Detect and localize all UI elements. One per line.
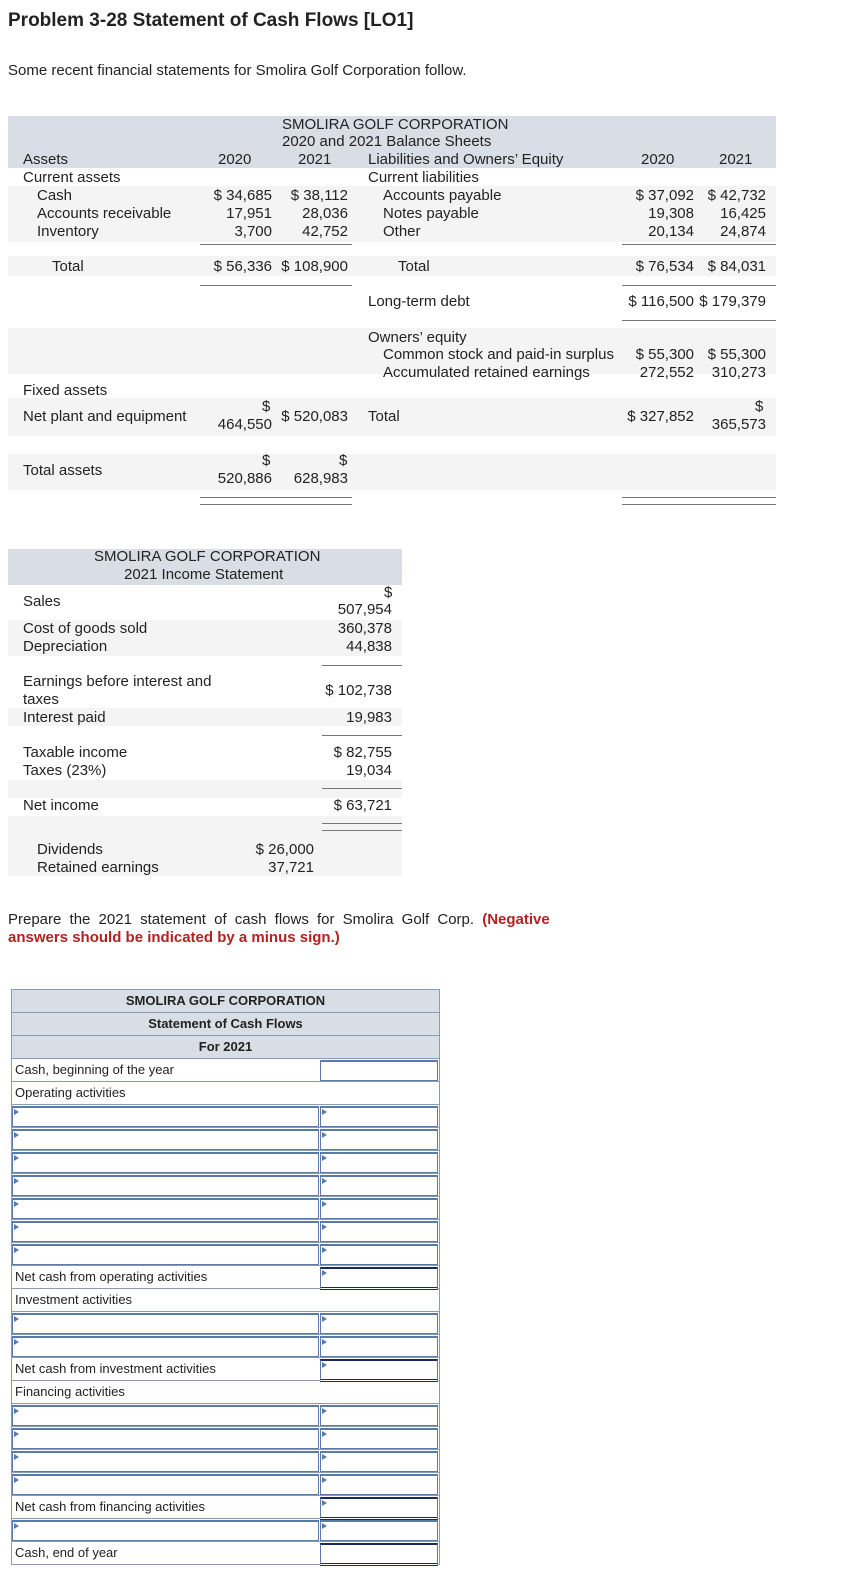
dropdown-arrow-icon [322, 1247, 327, 1253]
dropdown-arrow-icon [14, 1201, 19, 1207]
dropdown-arrow-icon [14, 1178, 19, 1184]
total-assets-label: Total assets [23, 462, 103, 479]
operating-item-input[interactable] [320, 1198, 438, 1219]
net-financing-input[interactable] [320, 1497, 438, 1520]
np-label: Notes payable [383, 205, 479, 222]
total-assets-2021: 628,983 [293, 470, 348, 487]
dropdown-arrow-icon [322, 1132, 327, 1138]
cash-2020: $ 34,685 [213, 187, 272, 204]
ap-label: Accounts payable [383, 187, 502, 204]
operating-item-dropdown[interactable] [12, 1175, 319, 1196]
ltd-2021: $ 179,379 [699, 293, 766, 310]
total-current-liab-2021: $ 84,031 [707, 258, 766, 275]
dropdown-arrow-icon [14, 1224, 19, 1230]
intro-text: Some recent financial statements for Smolira Golf Corporation follow. [8, 62, 467, 79]
retained-earnings-label: Accumulated retained earnings [383, 364, 590, 381]
common-stock-label: Common stock and paid-in surplus [383, 346, 614, 363]
cf-row-net-financing [12, 1496, 439, 1519]
dropdown-arrow-icon [14, 1523, 19, 1529]
dividends-label: Dividends [37, 841, 103, 858]
bs-company: SMOLIRA GOLF CORPORATION [282, 116, 509, 133]
interest-label: Interest paid [23, 709, 106, 726]
cf-operating-row [12, 1220, 439, 1243]
net-investment-label: Net cash from investment activities [15, 1361, 216, 1376]
assets-year-2021: 2021 [298, 151, 332, 168]
cf-row-investment [12, 1289, 439, 1312]
current-liabilities-label: Current liabilities [368, 169, 479, 186]
financing-item-dropdown[interactable] [12, 1428, 319, 1449]
operating-item-dropdown[interactable] [12, 1129, 319, 1150]
cogs-label: Cost of goods sold [23, 620, 148, 637]
operating-item-input[interactable] [320, 1152, 438, 1173]
dropdown-arrow-icon [14, 1155, 19, 1161]
cf-period: For 2021 [12, 1036, 439, 1059]
retained-label: Retained earnings [37, 859, 159, 876]
ltd-label: Long-term debt [368, 293, 470, 310]
net-investment-input[interactable] [320, 1359, 438, 1382]
dropdown-arrow-icon [14, 1316, 19, 1322]
liab-year-2021: 2021 [719, 151, 753, 168]
cf-row-cash-end [12, 1542, 439, 1564]
financing-item-dropdown[interactable] [12, 1474, 319, 1495]
ap-2020: $ 37,092 [635, 187, 694, 204]
dropdown-arrow-icon [322, 1178, 327, 1184]
financing-item-input[interactable] [320, 1451, 438, 1472]
financing-activities-label: Financing activities [15, 1384, 125, 1399]
net-operating-label: Net cash from operating activities [15, 1269, 208, 1284]
npe-2021: $ 520,083 [281, 408, 348, 425]
operating-item-dropdown[interactable] [12, 1106, 319, 1127]
taxes-value: 19,034 [346, 762, 392, 779]
depreciation-value: 44,838 [346, 638, 392, 655]
dropdown-arrow-icon [322, 1454, 327, 1460]
investment-activities-label: Investment activities [15, 1292, 133, 1307]
cash-flow-table [11, 989, 440, 1565]
dropdown-arrow-icon [322, 1339, 327, 1345]
bs-subtitle: 2020 and 2021 Balance Sheets [282, 133, 492, 150]
liabilities-header: Liabilities and Owners’ Equity [368, 151, 564, 168]
total-assets-2020: 520,886 [217, 470, 272, 487]
cash-end-label: Cash, end of year [15, 1545, 118, 1560]
investment-item-input[interactable] [320, 1313, 438, 1334]
investment-item-dropdown[interactable] [12, 1336, 319, 1357]
cf-row-financing [12, 1381, 439, 1404]
depreciation-label: Depreciation [23, 638, 108, 655]
dropdown-arrow-icon [322, 1523, 327, 1529]
cf-operating-row [12, 1128, 439, 1151]
net-income-value: $ 63,721 [333, 797, 392, 814]
operating-activities-label: Operating activities [15, 1085, 126, 1100]
cf-financing-row [12, 1427, 439, 1450]
cf-row-cash-begin [12, 1059, 439, 1082]
dropdown-arrow-icon [322, 1477, 327, 1483]
cf-change-row [12, 1519, 439, 1542]
npe-2020: 464,550 [217, 416, 272, 433]
common-stock-2021: $ 55,300 [707, 346, 766, 363]
cash-begin-label: Cash, beginning of the year [15, 1062, 174, 1077]
current-assets-label: Current assets [23, 169, 121, 186]
problem-title: Problem 3-28 Statement of Cash Flows [LO1] [8, 10, 414, 31]
financing-item-dropdown[interactable] [12, 1451, 319, 1472]
cf-investment-row [12, 1312, 439, 1335]
cf-company: SMOLIRA GOLF CORPORATION [12, 990, 439, 1013]
npe-2020-symbol: $ [262, 398, 271, 415]
cf-financing-row [12, 1450, 439, 1473]
dropdown-arrow-icon [14, 1132, 19, 1138]
taxes-label: Taxes (23%) [23, 762, 107, 779]
instructions-note-1: (Negative [482, 911, 550, 928]
npe-label: Net plant and equipment [23, 408, 187, 425]
assets-year-2020: 2020 [218, 151, 252, 168]
is-subtitle: 2021 Income Statement [124, 566, 284, 583]
dropdown-arrow-icon [322, 1155, 327, 1161]
other-2020: 20,134 [648, 223, 694, 240]
instructions-text: Prepare the 2021 statement of cash flows for Smolira Golf Corp. [8, 911, 475, 928]
total-oe-2021-symbol: $ [755, 398, 764, 415]
inventory-2021: 42,752 [302, 223, 348, 240]
instructions [8, 911, 550, 928]
interest-value: 19,983 [346, 709, 392, 726]
operating-item-input[interactable] [320, 1106, 438, 1127]
dropdown-arrow-icon [322, 1316, 327, 1322]
ebit-label-line1: Earnings before interest and [23, 673, 212, 690]
dropdown-arrow-icon [14, 1339, 19, 1345]
dropdown-arrow-icon [14, 1454, 19, 1460]
operating-item-dropdown[interactable] [12, 1152, 319, 1173]
net-income-label: Net income [23, 797, 99, 814]
cf-operating-row [12, 1197, 439, 1220]
total-assets-2021-symbol: $ [339, 452, 348, 469]
owners-equity-label: Owners’ equity [368, 329, 467, 346]
fixed-assets-label: Fixed assets [23, 382, 108, 399]
ltd-2020: $ 116,500 [628, 293, 694, 310]
cf-operating-row [12, 1151, 439, 1174]
is-company: SMOLIRA GOLF CORPORATION [94, 548, 321, 565]
cf-subtitle: Statement of Cash Flows [12, 1013, 439, 1036]
total-assets-2020-symbol: $ [262, 452, 271, 469]
dropdown-arrow-icon [14, 1109, 19, 1115]
total-current-liab-label: Total [398, 258, 430, 275]
change-in-cash-dropdown[interactable] [12, 1520, 319, 1541]
total-current-liab-2020: $ 76,534 [635, 258, 694, 275]
cf-investment-row [12, 1335, 439, 1358]
total-current-assets-2020: $ 56,336 [213, 258, 272, 275]
np-2020: 19,308 [648, 205, 694, 222]
operating-item-dropdown[interactable] [12, 1244, 319, 1265]
operating-item-input[interactable] [320, 1221, 438, 1242]
dropdown-arrow-icon [14, 1408, 19, 1414]
dropdown-arrow-icon [14, 1477, 19, 1483]
retained-earnings-2020: 272,552 [639, 364, 694, 381]
ap-2021: $ 42,732 [707, 187, 766, 204]
cash-end-input[interactable] [320, 1543, 438, 1566]
financing-item-input[interactable] [320, 1405, 438, 1426]
dropdown-arrow-icon [322, 1408, 327, 1414]
common-stock-2020: $ 55,300 [635, 346, 694, 363]
dropdown-arrow-icon [322, 1362, 327, 1368]
cf-financing-row [12, 1473, 439, 1496]
inventory-label: Inventory [37, 223, 99, 240]
cf-operating-row [12, 1243, 439, 1266]
financing-item-input[interactable] [320, 1474, 438, 1495]
financing-item-dropdown[interactable] [12, 1405, 319, 1426]
dropdown-arrow-icon [14, 1431, 19, 1437]
cf-row-operating [12, 1082, 439, 1105]
np-2021: 16,425 [720, 205, 766, 222]
operating-item-dropdown[interactable] [12, 1221, 319, 1242]
sales-label: Sales [23, 593, 61, 610]
dropdown-arrow-icon [14, 1247, 19, 1253]
cf-row-net-investment [12, 1358, 439, 1381]
dropdown-arrow-icon [322, 1201, 327, 1207]
change-in-cash-input[interactable] [320, 1520, 438, 1541]
cf-operating-row [12, 1174, 439, 1197]
taxable-income-value: $ 82,755 [333, 744, 392, 761]
other-2021: 24,874 [720, 223, 766, 240]
other-label: Other [383, 223, 421, 240]
liab-year-2020: 2020 [641, 151, 675, 168]
total-oe-2020: $ 327,852 [627, 408, 694, 425]
operating-item-input[interactable] [320, 1244, 438, 1265]
ar-2020: 17,951 [226, 205, 272, 222]
operating-item-input[interactable] [320, 1175, 438, 1196]
inventory-2020: 3,700 [234, 223, 272, 240]
cash-label: Cash [37, 187, 73, 204]
dropdown-arrow-icon [322, 1431, 327, 1437]
retained-earnings-2021: 310,273 [711, 364, 766, 381]
total-current-assets-label: Total [52, 258, 84, 275]
instructions-note-2: answers should be indicated by a minus sign.) [8, 929, 340, 946]
sales-value: 507,954 [337, 601, 392, 618]
dropdown-arrow-icon [322, 1224, 327, 1230]
dividends-value: $ 26,000 [255, 841, 314, 858]
operating-item-input[interactable] [320, 1129, 438, 1150]
total-oe-label: Total [368, 408, 400, 425]
cash-2021: $ 38,112 [290, 187, 348, 204]
ar-label: Accounts receivable [37, 205, 172, 222]
net-financing-label: Net cash from financing activities [15, 1499, 206, 1514]
dropdown-arrow-icon [322, 1500, 327, 1506]
ebit-label-line2: taxes [23, 691, 59, 708]
cf-financing-row [12, 1404, 439, 1427]
operating-item-dropdown[interactable] [12, 1198, 319, 1219]
retained-value: 37,721 [268, 859, 314, 876]
cash-begin-input[interactable] [320, 1060, 438, 1081]
taxable-income-label: Taxable income [23, 744, 128, 761]
cf-row-net-operating [12, 1266, 439, 1289]
assets-header: Assets [23, 151, 69, 168]
total-current-assets-2021: $ 108,900 [281, 258, 348, 275]
ebit-value: $ 102,738 [325, 682, 392, 699]
total-oe-2021: 365,573 [711, 416, 766, 433]
dropdown-arrow-icon [322, 1270, 327, 1276]
cogs-value: 360,378 [337, 620, 392, 637]
sales-symbol: $ [384, 584, 393, 601]
cf-operating-row [12, 1105, 439, 1128]
dropdown-arrow-icon [322, 1109, 327, 1115]
ar-2021: 28,036 [302, 205, 348, 222]
investment-item-dropdown[interactable] [12, 1313, 319, 1334]
net-operating-input[interactable] [320, 1267, 438, 1290]
financing-item-input[interactable] [320, 1428, 438, 1449]
investment-item-input[interactable] [320, 1336, 438, 1357]
